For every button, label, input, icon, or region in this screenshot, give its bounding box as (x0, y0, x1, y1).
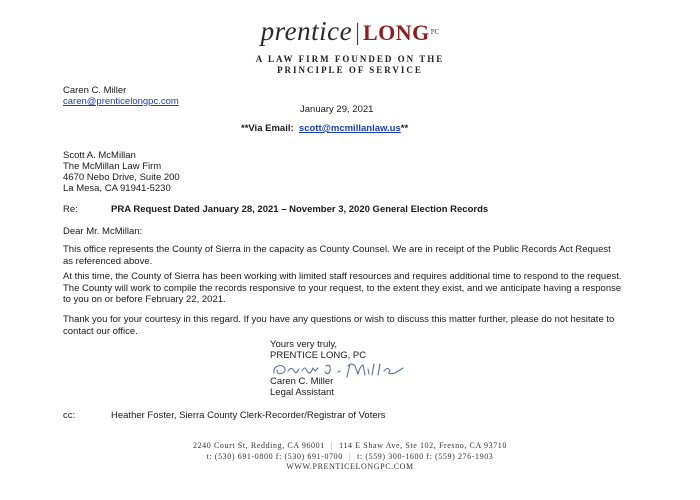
footer-phone-fresno: t: (559) 300-1600 f: (559) 276-1903 (357, 451, 494, 461)
closing-firm: PRENTICE LONG, PC (270, 350, 367, 361)
body-paragraph-2: At this time, the County of Sierra has been working with limited staff resources and requires additional time to respond to the request. The County will work to compile the records responsive to your request, to the extent they exist, and we anticipate having a response to you on or before February 22, 2021. (63, 271, 622, 305)
logo-text-prentice: prentice (260, 16, 353, 46)
cc-label: cc: (63, 410, 76, 421)
firm-logo (0, 16, 700, 47)
re-subject: PRA Request Dated January 28, 2021 – November 3, 2020 General Election Records (111, 204, 489, 215)
letterhead-footer (0, 441, 700, 473)
logo-text-long: LONG (362, 20, 430, 45)
body-paragraph-1: This office represents the County of Sierra in the capacity as County Counsel. We are in receipt of the Public Records Act Request as referenced above. (63, 244, 611, 267)
re-label: Re: (63, 204, 78, 215)
sender-email-link[interactable]: caren@prenticelongpc.com (63, 96, 179, 107)
logo-separator: | (355, 20, 360, 46)
tagline-line-1: A LAW FIRM FOUNDED ON THE (255, 54, 445, 64)
recipient-email-link[interactable]: scott@mcmillanlaw.us (298, 123, 401, 134)
footer-phones (0, 452, 700, 463)
body-paragraph-3: Thank you for your courtesy in this regard. If you have any questions or wish to discuss this matter further, please do not hesitate to contact our office. (63, 314, 615, 337)
footer-website[interactable]: WWW.PRENTICELONGPC.COM (286, 462, 414, 471)
recipient-city: La Mesa, CA 91941-5230 (63, 183, 171, 194)
letter-date: January 29, 2021 (300, 104, 374, 115)
signer-title: Legal Assistant (270, 387, 334, 398)
sender-name: Caren C. Miller (63, 85, 127, 96)
recipient-name: Scott A. McMillan (63, 150, 136, 161)
recipient-firm: The McMillan Law Firm (63, 161, 162, 172)
firm-tagline (0, 54, 700, 76)
delivery-method (241, 123, 408, 135)
delivery-suffix: ** (400, 123, 409, 134)
cc-recipient: Heather Foster, Sierra County Clerk-Recorder/Registrar of Voters (111, 410, 386, 421)
footer-divider: | (330, 441, 334, 450)
tagline-line-2: PRINCIPLE OF SERVICE (277, 65, 423, 75)
recipient-street: 4670 Nebo Drive, Suite 200 (63, 172, 180, 183)
closing-valediction: Yours very truly, (270, 339, 338, 350)
delivery-prefix: **Via Email: (241, 123, 294, 134)
footer-address-fresno: 114 E Shaw Ave, Ste 102, Fresno, CA 93710 (339, 441, 508, 450)
salutation: Dear Mr. McMillan: (63, 226, 143, 237)
footer-address-redding: 2240 Court St, Redding, CA 96001 (192, 441, 325, 450)
footer-phone-redding: t: (530) 691-0800 f: (530) 691-0700 (206, 451, 343, 461)
footer-divider: | (348, 451, 352, 461)
logo-text-pc: PC (430, 27, 440, 36)
footer-addresses (0, 441, 700, 452)
signer-name: Caren C. Miller (270, 376, 334, 387)
